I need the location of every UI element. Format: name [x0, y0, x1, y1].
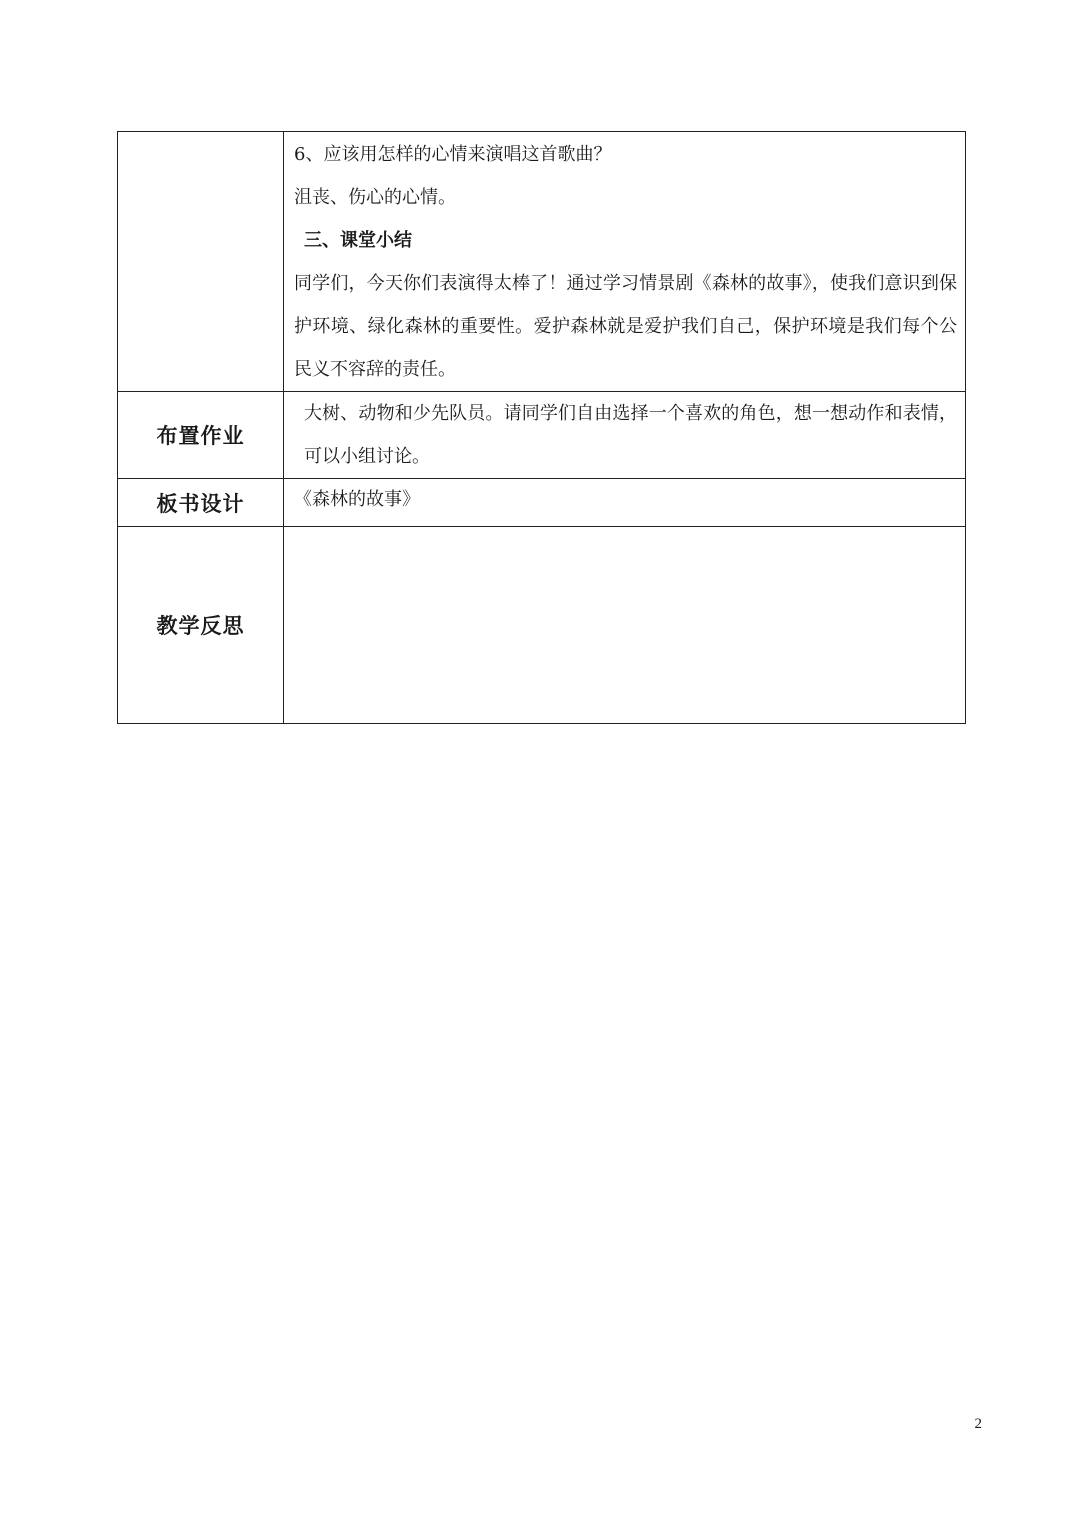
lesson-plan-table	[117, 131, 966, 724]
page-number: 2	[974, 1416, 982, 1432]
homework-body-cell	[284, 392, 966, 479]
board-design-row	[118, 479, 966, 527]
lesson-row	[118, 132, 966, 392]
question-6-answer: 沮丧、伤心的心情。	[294, 187, 456, 208]
summary-heading: 三、课堂小结	[304, 230, 412, 251]
question-6: 6、应该用怎样的心情来演唱这首歌曲？	[294, 144, 612, 165]
homework-label: 布置作业	[118, 392, 284, 479]
lesson-label-cell	[118, 132, 284, 392]
summary-text: 同学们，今天你们表演得太棒了！通过学习情景剧《森林的故事》，使我们意识到保护环境、绿化森林的重要性。爱护森林就是爱护我们自己，保护环境是我们每个公民义不容辞的责任。	[294, 273, 957, 380]
board-design-body-cell	[284, 479, 966, 527]
homework-row	[118, 392, 966, 479]
lesson-body-cell	[284, 132, 966, 392]
reflection-body-cell	[284, 527, 966, 724]
reflection-row	[118, 527, 966, 724]
reflection-label: 教学反思	[118, 527, 284, 724]
board-design-label: 板书设计	[118, 479, 284, 527]
homework-text: 大树、动物和少先队员。请同学们自由选择一个喜欢的角色，想一想动作和表情，可以小组讨论。	[304, 403, 957, 467]
board-design-text: 《森林的故事》	[294, 489, 420, 510]
